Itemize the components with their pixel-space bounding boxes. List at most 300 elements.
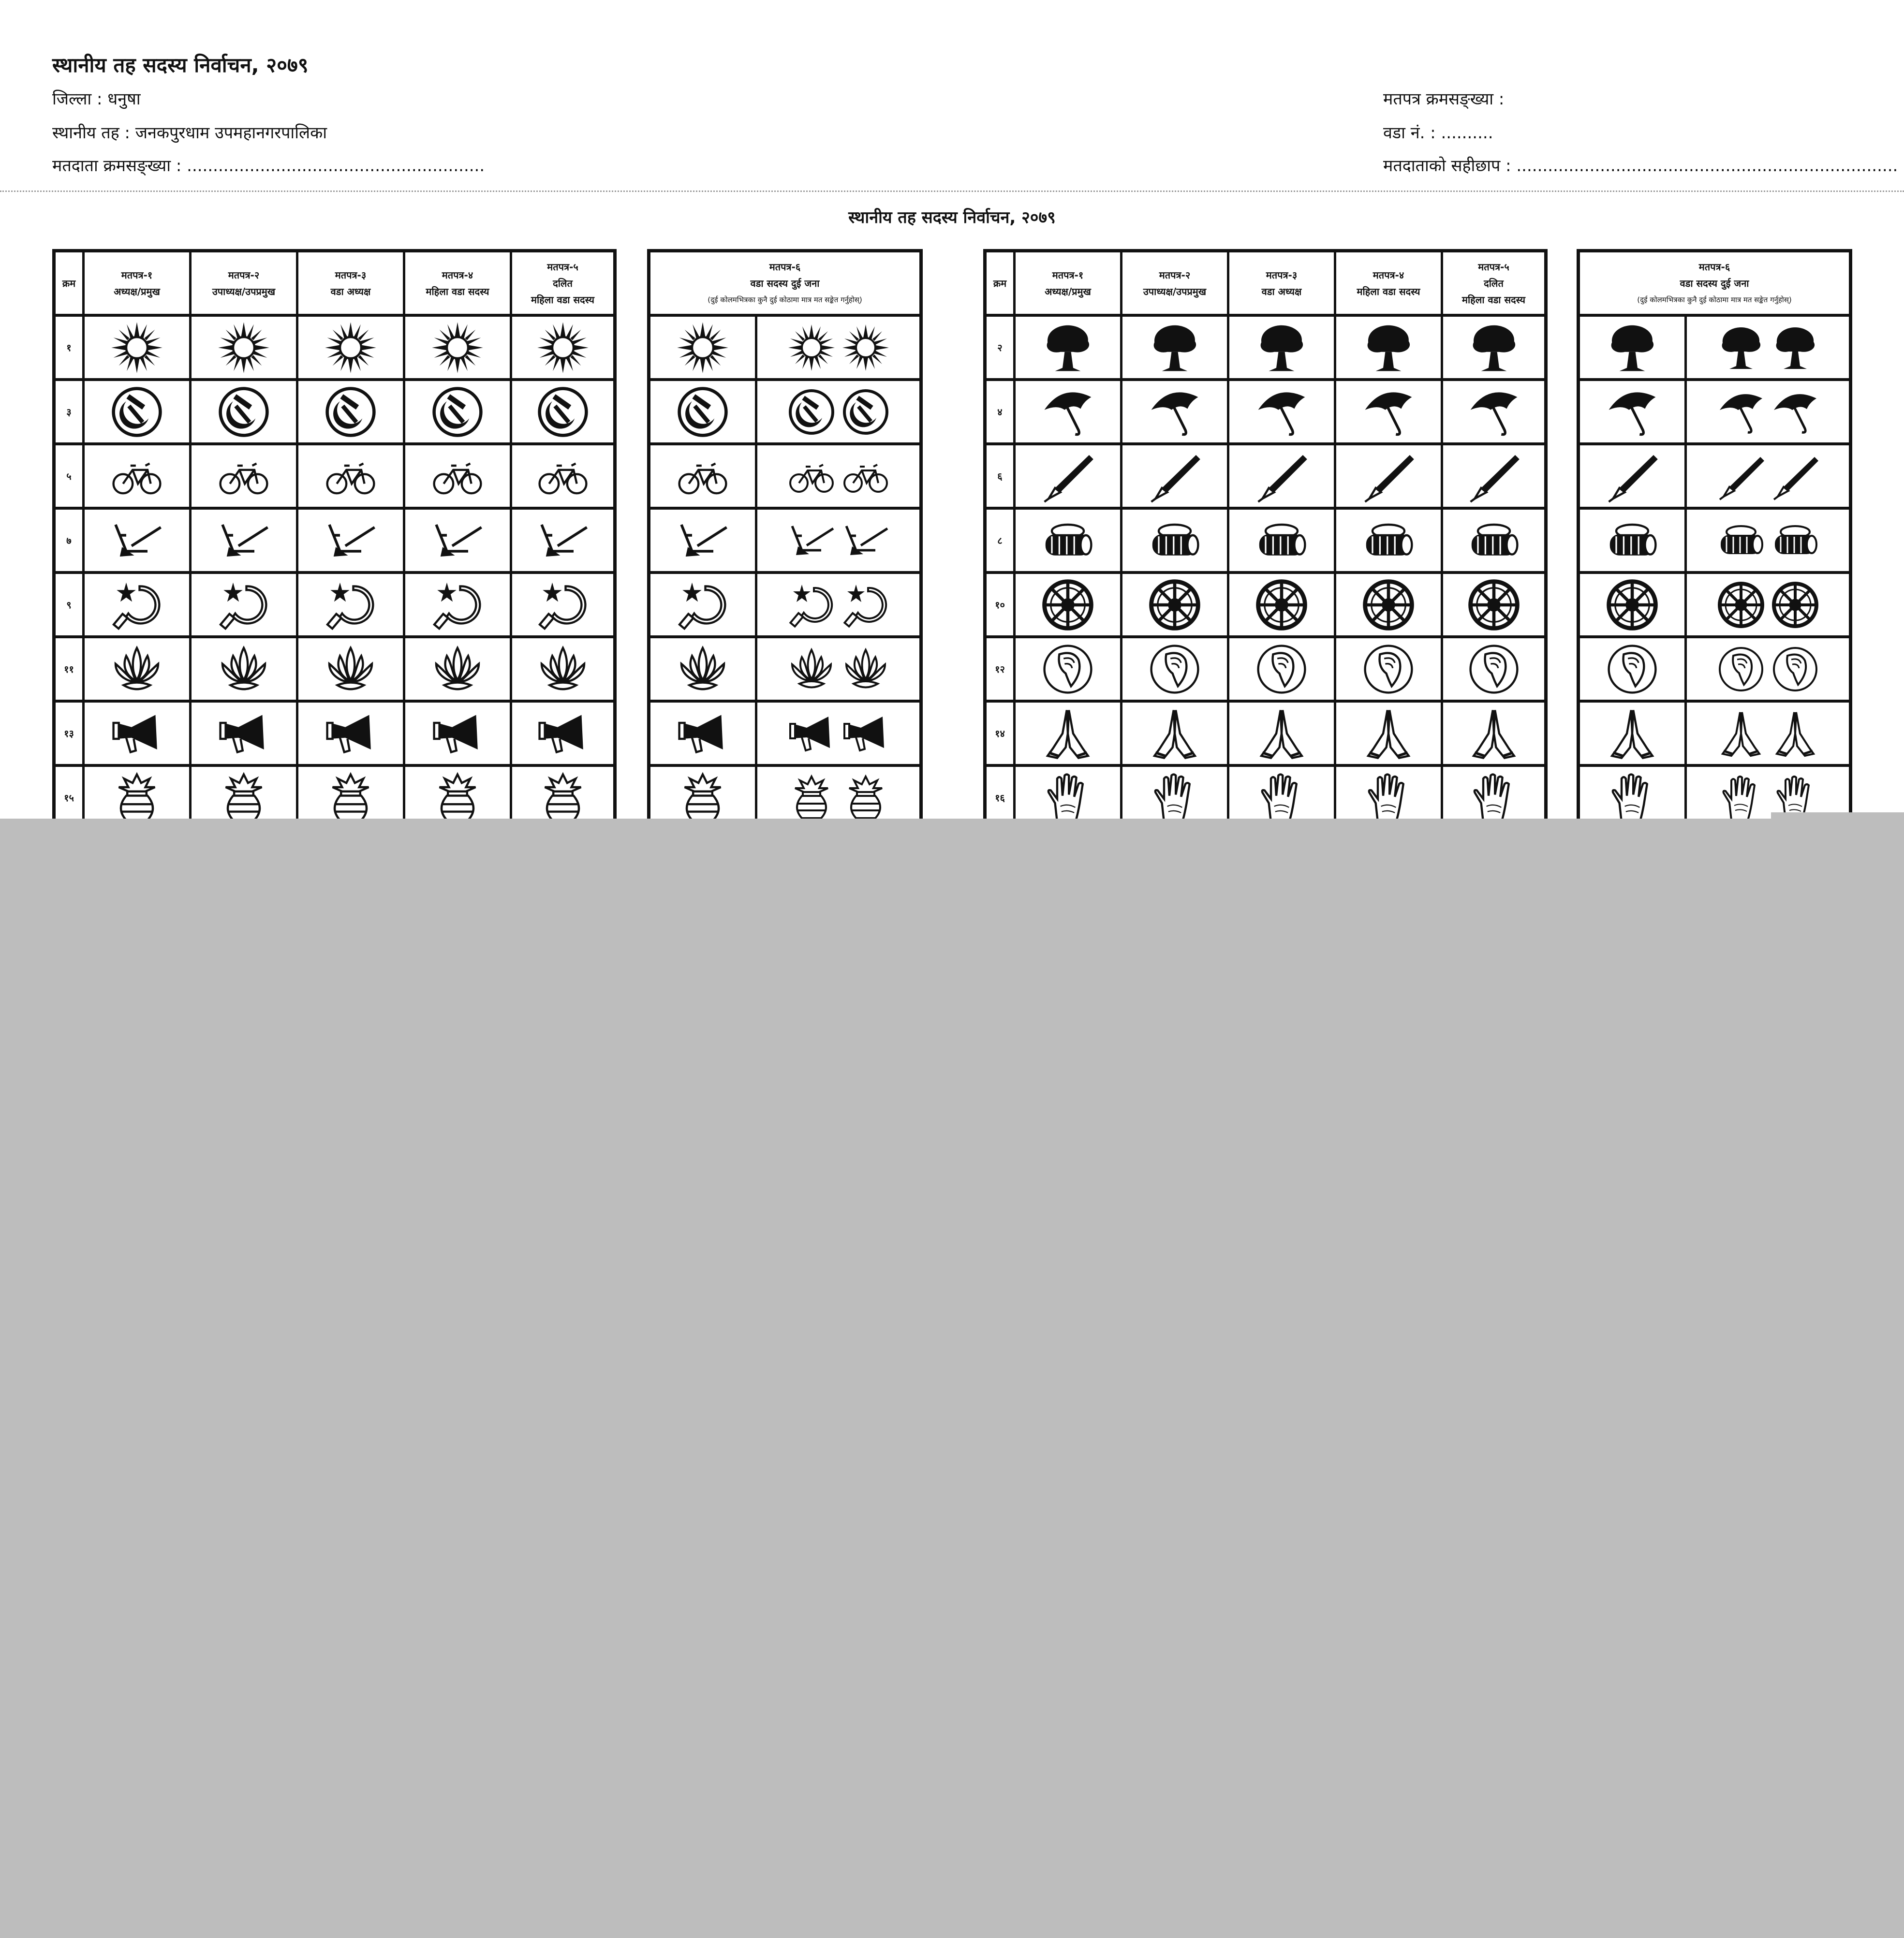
vote-cell[interactable] (1580, 381, 1687, 442)
ballot-subtitle: स्थानीय तह सदस्य निर्वाचन, २०७९ (848, 208, 1056, 227)
hammer-sickle-icon (676, 385, 729, 439)
vote-cell[interactable] (650, 703, 757, 764)
vote-cell[interactable] (405, 574, 512, 635)
vote-cell[interactable] (1580, 317, 1687, 378)
vote-cell[interactable] (1443, 510, 1544, 571)
conch-icon (1717, 645, 1765, 693)
vote-cell[interactable] (1443, 574, 1544, 635)
vote-cell[interactable] (1687, 381, 1849, 442)
vote-cell[interactable] (1336, 703, 1443, 764)
vote-cell[interactable] (1016, 703, 1122, 764)
wheel-icon (1771, 581, 1819, 629)
row-number: १६ (987, 767, 1016, 828)
vote-cell[interactable] (650, 510, 757, 571)
row-number: ९ (56, 574, 85, 635)
vote-cell[interactable] (1687, 510, 1849, 571)
vote-cell[interactable] (1122, 317, 1229, 378)
vote-cell[interactable] (650, 445, 757, 507)
vote-cell[interactable] (1443, 638, 1544, 700)
table-header (56, 252, 613, 317)
voter-stamp-field: मतदाताको सहीछाप : ......................................................................... (1383, 156, 1898, 176)
row-number: १० (987, 574, 1016, 635)
vote-cell[interactable] (298, 574, 405, 635)
hammer-sickle-icon (431, 385, 484, 439)
table-row (650, 638, 919, 703)
tree-icon (1041, 321, 1094, 374)
bicycle-icon (324, 450, 377, 503)
namaste-icon (1717, 709, 1765, 758)
vote-cell[interactable] (85, 381, 192, 442)
row-number: ११ (56, 638, 85, 700)
plough-icon (217, 514, 270, 567)
vote-cell[interactable] (298, 510, 405, 571)
ballot-2-header: मतपत्र-२ उपाध्यक्ष/उपप्रमुख (192, 252, 298, 314)
namaste-icon (1255, 707, 1308, 760)
vote-cell[interactable] (1336, 317, 1443, 378)
local-level-label: स्थानीय तह : जनकपुरधाम उपमहानगरपालिका (52, 123, 327, 143)
lotus-icon (536, 643, 590, 696)
ballot-4-header: मतपत्र-४ महिला वडा सदस्य (405, 252, 512, 314)
wheel-icon (1148, 578, 1201, 631)
bicycle-icon (431, 450, 484, 503)
ballot-table-right (983, 249, 1548, 829)
vote-cell[interactable] (757, 638, 919, 700)
palm-icon (1362, 771, 1415, 824)
vote-cell[interactable] (512, 317, 613, 378)
row-number: ५ (56, 445, 85, 507)
megaphone-icon (324, 707, 377, 760)
vote-cell[interactable] (1687, 317, 1849, 378)
sun-icon (110, 321, 163, 374)
vote-cell[interactable] (512, 445, 613, 507)
kalash-icon (536, 771, 590, 824)
ballot-5-header: मतपत्र-५ दलित महिला वडा सदस्य (1462, 261, 1525, 306)
vote-cell[interactable] (1687, 703, 1849, 764)
hammer-sickle-icon (536, 385, 590, 439)
kalash-icon (431, 771, 484, 824)
pen-icon (1606, 450, 1659, 503)
megaphone-icon (110, 707, 163, 760)
plough-icon (536, 514, 590, 567)
drum-icon (1606, 514, 1659, 567)
namaste-icon (1467, 707, 1520, 760)
vote-cell[interactable] (757, 381, 919, 442)
vote-cell[interactable] (1687, 574, 1849, 635)
drum-icon (1717, 516, 1765, 565)
vote-cell[interactable] (1122, 703, 1229, 764)
district-label: जिल्ला : धनुषा (52, 89, 141, 109)
table-header (1580, 252, 1849, 317)
vote-cell[interactable] (512, 703, 613, 764)
vote-cell[interactable] (192, 703, 298, 764)
vote-cell[interactable] (85, 574, 192, 635)
vote-cell[interactable] (1229, 638, 1336, 700)
ballot-4-header: मतपत्र-४ महिला वडा सदस्य (1336, 252, 1443, 314)
kram-header: क्रम (987, 252, 1016, 314)
lotus-icon (110, 643, 163, 696)
lotus-icon (431, 643, 484, 696)
umbrella-icon (1362, 385, 1415, 439)
vote-cell[interactable] (298, 703, 405, 764)
conch-icon (1467, 643, 1520, 696)
namaste-icon (1362, 707, 1415, 760)
vote-cell[interactable] (405, 703, 512, 764)
sun-icon (676, 321, 729, 374)
row-number: १४ (987, 703, 1016, 764)
wheel-icon (1467, 578, 1520, 631)
ward-number-field: वडा नं. : .......... (1383, 123, 1493, 143)
namaste-icon (1771, 709, 1819, 758)
conch-icon (1606, 643, 1659, 696)
table-row (987, 445, 1544, 510)
bicycle-icon (841, 452, 890, 500)
vote-cell[interactable] (757, 317, 919, 378)
umbrella-icon (1467, 385, 1520, 439)
hammer-sickle-icon (841, 388, 890, 436)
wheel-icon (1255, 578, 1308, 631)
kalash-icon (110, 771, 163, 824)
vote-cell[interactable] (650, 574, 757, 635)
wheel-icon (1717, 581, 1765, 629)
vote-cell[interactable] (192, 445, 298, 507)
perforation-divider (0, 191, 1904, 192)
vote-cell[interactable] (192, 574, 298, 635)
sun-icon (217, 321, 270, 374)
vote-cell[interactable] (85, 638, 192, 700)
table-row (650, 703, 919, 767)
vote-cell[interactable] (1229, 381, 1336, 442)
vote-cell[interactable] (1229, 317, 1336, 378)
vote-cell[interactable] (298, 381, 405, 442)
umbrella-icon (1606, 385, 1659, 439)
bicycle-icon (217, 450, 270, 503)
palm-icon (1606, 771, 1659, 824)
table-row (987, 703, 1544, 767)
vote-cell[interactable] (1443, 317, 1544, 378)
plough-icon (676, 514, 729, 567)
voter-serial-field: मतदाता क्रमसङ्ख्या : ......................................................... (52, 156, 485, 176)
hammer-sickle-icon (217, 385, 270, 439)
vote-cell[interactable] (512, 574, 613, 635)
plough-icon (110, 514, 163, 567)
umbrella-icon (1717, 388, 1765, 436)
sun-icon (324, 321, 377, 374)
vote-cell[interactable] (85, 317, 192, 378)
pen-icon (1771, 452, 1819, 500)
vote-cell[interactable] (1336, 638, 1443, 700)
vote-cell[interactable] (757, 510, 919, 571)
table-row (650, 574, 919, 638)
vote-cell[interactable] (298, 317, 405, 378)
tree-icon (1362, 321, 1415, 374)
vote-cell[interactable] (1336, 510, 1443, 571)
star-sickle-icon (324, 578, 377, 631)
plough-icon (787, 516, 836, 565)
table-row (987, 317, 1544, 381)
sun-icon (536, 321, 590, 374)
palm-icon (1148, 771, 1201, 824)
table-header (987, 252, 1544, 317)
vote-cell[interactable] (1016, 574, 1122, 635)
table-row (1580, 703, 1849, 767)
table-row (1580, 574, 1849, 638)
vote-cell[interactable] (757, 445, 919, 507)
row-number: ४ (987, 381, 1016, 442)
vote-cell[interactable] (1687, 445, 1849, 507)
ballot-3-header: मतपत्र-३ वडा अध्यक्ष (1229, 252, 1336, 314)
vote-cell[interactable] (298, 445, 405, 507)
umbrella-icon (1148, 385, 1201, 439)
star-sickle-icon (110, 578, 163, 631)
drum-icon (1041, 514, 1094, 567)
table-row (56, 638, 613, 703)
drum-icon (1148, 514, 1201, 567)
row-number: १५ (56, 767, 85, 828)
palm-icon (1255, 771, 1308, 824)
table-row (56, 703, 613, 767)
tree-icon (1467, 321, 1520, 374)
gray-overlay (0, 819, 1904, 1938)
star-sickle-icon (676, 578, 729, 631)
row-number: ७ (56, 510, 85, 571)
vote-cell[interactable] (85, 703, 192, 764)
plough-icon (431, 514, 484, 567)
conch-icon (1148, 643, 1201, 696)
sun-icon (431, 321, 484, 374)
vote-cell[interactable] (1016, 510, 1122, 571)
table-row (987, 574, 1544, 638)
row-number: २ (987, 317, 1016, 378)
vote-cell[interactable] (85, 445, 192, 507)
vote-cell[interactable] (192, 638, 298, 700)
tree-icon (1717, 323, 1765, 372)
sun-icon (787, 323, 836, 372)
vote-cell[interactable] (1229, 510, 1336, 571)
table-row (1580, 381, 1849, 445)
palm-icon (1041, 771, 1094, 824)
vote-cell[interactable] (405, 317, 512, 378)
conch-icon (1041, 643, 1094, 696)
kram-header: क्रम (56, 252, 85, 314)
tree-icon (1771, 323, 1819, 372)
vote-cell[interactable] (1229, 574, 1336, 635)
ballot-5-header: मतपत्र-५ दलित महिला वडा सदस्य (531, 261, 594, 306)
table-header (650, 252, 919, 317)
ballot-1-header: मतपत्र-१ अध्यक्ष/प्रमुख (1016, 252, 1122, 314)
lotus-icon (841, 645, 890, 693)
lotus-icon (324, 643, 377, 696)
table-row (56, 574, 613, 638)
conch-icon (1362, 643, 1415, 696)
table-row (56, 510, 613, 574)
lotus-icon (676, 643, 729, 696)
vote-cell[interactable] (512, 381, 613, 442)
vote-cell[interactable] (1122, 445, 1229, 507)
vote-cell[interactable] (1580, 510, 1687, 571)
hammer-sickle-icon (324, 385, 377, 439)
vote-cell[interactable] (192, 381, 298, 442)
table-row (56, 381, 613, 445)
tree-icon (1255, 321, 1308, 374)
bicycle-icon (676, 450, 729, 503)
pen-icon (1362, 450, 1415, 503)
kalash-icon (324, 771, 377, 824)
table-row (1580, 317, 1849, 381)
vote-cell[interactable] (405, 381, 512, 442)
vote-cell[interactable] (405, 638, 512, 700)
tree-icon (1606, 321, 1659, 374)
conch-icon (1771, 645, 1819, 693)
hammer-sickle-icon (110, 385, 163, 439)
vote-cell[interactable] (1336, 445, 1443, 507)
megaphone-icon (787, 709, 836, 758)
kalash-icon (787, 774, 836, 822)
umbrella-icon (1041, 385, 1094, 439)
kalash-icon (676, 771, 729, 824)
ballot-serial-field: मतपत्र क्रमसङ्ख्या : (1383, 89, 1505, 109)
vote-cell[interactable] (1229, 703, 1336, 764)
vote-cell[interactable] (650, 381, 757, 442)
hammer-sickle-icon (787, 388, 836, 436)
vote-cell[interactable] (1580, 638, 1687, 700)
kalash-icon (841, 774, 890, 822)
row-number: १ (56, 317, 85, 378)
vote-cell[interactable] (650, 638, 757, 700)
vote-cell[interactable] (298, 638, 405, 700)
vote-cell[interactable] (1122, 574, 1229, 635)
lotus-icon (217, 643, 270, 696)
pen-icon (1717, 452, 1765, 500)
megaphone-icon (431, 707, 484, 760)
row-number: ३ (56, 381, 85, 442)
megaphone-icon (217, 707, 270, 760)
vote-cell[interactable] (1336, 381, 1443, 442)
row-number: १२ (987, 638, 1016, 700)
sun-icon (841, 323, 890, 372)
bicycle-icon (536, 450, 590, 503)
wheel-icon (1041, 578, 1094, 631)
vote-cell[interactable] (757, 574, 919, 635)
vote-cell[interactable] (1443, 445, 1544, 507)
vote-cell[interactable] (1580, 445, 1687, 507)
vote-cell[interactable] (1016, 445, 1122, 507)
lotus-icon (787, 645, 836, 693)
ballot-title: स्थानीय तह सदस्य निर्वाचन, २०७९ (52, 53, 309, 77)
plough-icon (841, 516, 890, 565)
table-row (1580, 445, 1849, 510)
pen-icon (1148, 450, 1201, 503)
ballot-6-header: मतपत्र-६ वडा सदस्य दुई जना (दुई कोलमभित्रका कुनै दुई कोठामा मात्र मत सङ्केत गर्नुहोस्) (708, 261, 862, 304)
ballot-2-header: मतपत्र-२ उपाध्यक्ष/उपप्रमुख (1122, 252, 1229, 314)
star-sickle-icon (217, 578, 270, 631)
kalash-icon (217, 771, 270, 824)
vote-cell[interactable] (1016, 317, 1122, 378)
pen-icon (1255, 450, 1308, 503)
vote-cell[interactable] (1687, 638, 1849, 700)
palm-icon (1717, 774, 1765, 822)
pen-icon (1467, 450, 1520, 503)
table-row (650, 381, 919, 445)
table-row (650, 510, 919, 574)
star-sickle-icon (841, 581, 890, 629)
vote-cell[interactable] (1580, 574, 1687, 635)
namaste-icon (1041, 707, 1094, 760)
tree-icon (1148, 321, 1201, 374)
vote-cell[interactable] (405, 510, 512, 571)
row-number: ६ (987, 445, 1016, 507)
vote-cell[interactable] (650, 317, 757, 378)
conch-icon (1255, 643, 1308, 696)
vote-cell[interactable] (405, 445, 512, 507)
wheel-icon (1362, 578, 1415, 631)
drum-icon (1771, 516, 1819, 565)
vote-cell[interactable] (192, 317, 298, 378)
table-row (56, 445, 613, 510)
vote-cell[interactable] (1443, 703, 1544, 764)
drum-icon (1255, 514, 1308, 567)
table-row (650, 317, 919, 381)
namaste-icon (1148, 707, 1201, 760)
megaphone-icon (676, 707, 729, 760)
wheel-icon (1606, 578, 1659, 631)
vote-cell[interactable] (1016, 381, 1122, 442)
namaste-icon (1606, 707, 1659, 760)
vote-cell[interactable] (1336, 574, 1443, 635)
table-row (987, 638, 1544, 703)
pen-icon (1041, 450, 1094, 503)
table-row (1580, 510, 1849, 574)
vote-cell[interactable] (512, 638, 613, 700)
umbrella-icon (1771, 388, 1819, 436)
drum-icon (1362, 514, 1415, 567)
star-sickle-icon (431, 578, 484, 631)
ballot-6-header: मतपत्र-६ वडा सदस्य दुई जना (दुई कोलमभित्रका कुनै दुई कोठामा मात्र मत सङ्केत गर्नुहोस्) (1637, 261, 1792, 304)
vote-cell[interactable] (1122, 381, 1229, 442)
palm-icon (1467, 771, 1520, 824)
vote-cell[interactable] (1016, 638, 1122, 700)
row-number: १३ (56, 703, 85, 764)
bicycle-icon (110, 450, 163, 503)
vote-cell[interactable] (1580, 703, 1687, 764)
vote-cell[interactable] (1229, 445, 1336, 507)
vote-cell[interactable] (1122, 638, 1229, 700)
table-row (987, 381, 1544, 445)
umbrella-icon (1255, 385, 1308, 439)
megaphone-icon (841, 709, 890, 758)
table-row (650, 445, 919, 510)
drum-icon (1467, 514, 1520, 567)
ward-member-table-right (1577, 249, 1852, 829)
table-row (1580, 638, 1849, 703)
vote-cell[interactable] (512, 510, 613, 571)
table-row (56, 317, 613, 381)
vote-cell[interactable] (1443, 381, 1544, 442)
ballot-3-header: मतपत्र-३ वडा अध्यक्ष (298, 252, 405, 314)
bicycle-icon (787, 452, 836, 500)
vote-cell[interactable] (192, 510, 298, 571)
vote-cell[interactable] (1122, 510, 1229, 571)
star-sickle-icon (787, 581, 836, 629)
ballot-1-header: मतपत्र-१ अध्यक्ष/प्रमुख (85, 252, 192, 314)
ward-member-table-left (647, 249, 923, 829)
plough-icon (324, 514, 377, 567)
vote-cell[interactable] (757, 703, 919, 764)
vote-cell[interactable] (85, 510, 192, 571)
ballot-table-left (52, 249, 617, 829)
megaphone-icon (536, 707, 590, 760)
row-number: ८ (987, 510, 1016, 571)
table-row (987, 510, 1544, 574)
